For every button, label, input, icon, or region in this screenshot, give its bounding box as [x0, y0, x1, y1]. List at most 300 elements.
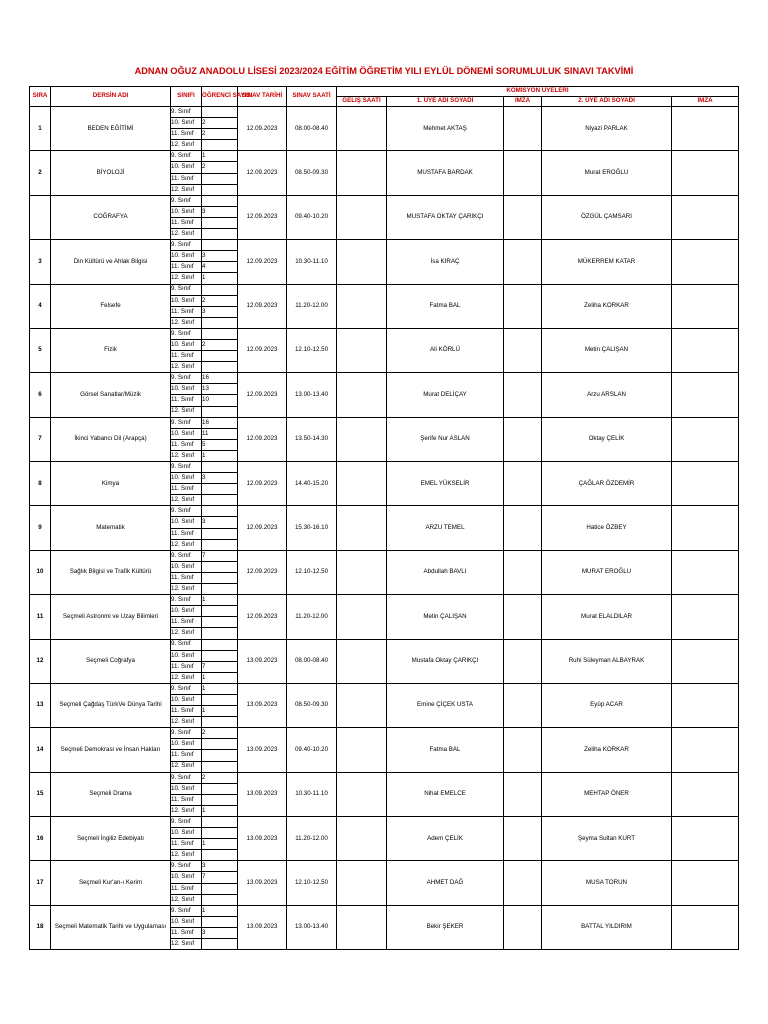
uye1-name-cell: MUSTAFA BARDAK — [387, 151, 504, 195]
imza1-cell — [504, 373, 542, 417]
sinav-tarihi-cell: 12.09.2023 — [238, 240, 287, 284]
ogrenci-sayisi-cell: 3 — [202, 473, 238, 484]
sinif-cell: 10. Sınıf — [171, 251, 202, 262]
table-row — [30, 728, 739, 739]
sinav-saati-cell: 15.30-16.10 — [287, 506, 337, 550]
sinif-cell: 12. Sınıf — [171, 184, 202, 195]
header-sinav-saati: SINAV SAATİ — [287, 87, 337, 107]
sinav-tarihi-cell: 13.09.2023 — [238, 639, 287, 683]
sinav-saati-cell: 12.10-12.50 — [287, 328, 337, 372]
sinif-cell: 12. Sınıf — [171, 584, 202, 595]
gelis-saati-cell — [337, 151, 387, 195]
imza1-cell — [504, 107, 542, 151]
imza2-cell — [672, 506, 739, 550]
uye2-name-cell: ÖZGÜL ÇAMSARI — [542, 195, 672, 239]
sinif-cell: 11. Sınıf — [171, 794, 202, 805]
sinav-tarihi-cell: 12.09.2023 — [238, 284, 287, 328]
sinif-cell: 11. Sınıf — [171, 706, 202, 717]
sinif-cell: 10. Sınıf — [171, 339, 202, 350]
uye1-name-cell: İsa KIRAÇ — [387, 240, 504, 284]
ders-adi-cell: Felsefe — [51, 284, 171, 328]
ogrenci-sayisi-cell: 4 — [202, 262, 238, 273]
gelis-saati-cell — [337, 195, 387, 239]
gelis-saati-cell — [337, 550, 387, 594]
sinif-cell: 9. Sınıf — [171, 195, 202, 206]
ogrenci-sayisi-cell — [202, 761, 238, 772]
imza2-cell — [672, 151, 739, 195]
gelis-saati-cell — [337, 728, 387, 772]
sinav-tarihi-cell: 12.09.2023 — [238, 506, 287, 550]
ogrenci-sayisi-cell — [202, 817, 238, 828]
ogrenci-sayisi-cell: 3 — [202, 206, 238, 217]
ders-adi-cell: Din Kültürü ve Ahlak Bilgisi — [51, 240, 171, 284]
ders-adi-cell: Seçmeli Kur'an-ı Kerim — [51, 861, 171, 905]
ogrenci-sayisi-cell — [202, 572, 238, 583]
uye1-name-cell: ARZU TEMEL — [387, 506, 504, 550]
sinif-cell: 11. Sınıf — [171, 129, 202, 140]
sinif-cell: 12. Sınıf — [171, 717, 202, 728]
ogrenci-sayisi-cell — [202, 351, 238, 362]
sinif-cell: 12. Sınıf — [171, 140, 202, 151]
ders-adi-cell: Görsel Sanatlar/Müzik — [51, 373, 171, 417]
gelis-saati-cell — [337, 639, 387, 683]
uye2-name-cell: Arzu ARSLAN — [542, 373, 672, 417]
ogrenci-sayisi-cell — [202, 828, 238, 839]
sinif-cell: 9. Sınıf — [171, 240, 202, 251]
sinif-cell: 10. Sınıf — [171, 916, 202, 927]
uye1-name-cell: AHMET DAĞ — [387, 861, 504, 905]
gelis-saati-cell — [337, 284, 387, 328]
sinav-saati-cell: 14.40-15.20 — [287, 462, 337, 506]
page-title: ADNAN OĞUZ ANADOLU LİSESİ 2023/2024 EĞİTİM ÖĞRETİM YILI EYLÜL DÖNEMİ SORUMLULUK SINAVI TAKVİMİ — [134, 66, 634, 76]
ogrenci-sayisi-cell: 1 — [202, 706, 238, 717]
uye2-name-cell: ÇAĞLAR ÖZDEMİR — [542, 462, 672, 506]
imza2-cell — [672, 639, 739, 683]
table-row — [30, 151, 739, 162]
sinif-cell: 10. Sınıf — [171, 384, 202, 395]
imza1-cell — [504, 595, 542, 639]
sinif-cell: 10. Sınıf — [171, 650, 202, 661]
imza2-cell — [672, 417, 739, 461]
table-row — [30, 284, 739, 295]
sira-cell: 5 — [30, 328, 51, 372]
sinav-saati-cell: 11.20-12.00 — [287, 284, 337, 328]
table-row — [30, 639, 739, 650]
sinav-saati-cell: 08.50-09.30 — [287, 151, 337, 195]
uye1-name-cell: Emine ÇİÇEK USTA — [387, 683, 504, 727]
ders-adi-cell: Seçmeli Coğrafya — [51, 639, 171, 683]
uye2-name-cell: Metin ÇALIŞAN — [542, 328, 672, 372]
ogrenci-sayisi-cell — [202, 628, 238, 639]
sinif-cell: 9. Sınıf — [171, 861, 202, 872]
gelis-saati-cell — [337, 240, 387, 284]
ogrenci-sayisi-cell — [202, 794, 238, 805]
header-imza1: İMZA — [504, 97, 542, 107]
sinav-tarihi-cell: 12.09.2023 — [238, 328, 287, 372]
imza1-cell — [504, 417, 542, 461]
sinif-cell: 12. Sınıf — [171, 761, 202, 772]
sinav-tarihi-cell: 13.09.2023 — [238, 861, 287, 905]
ogrenci-sayisi-cell — [202, 717, 238, 728]
ogrenci-sayisi-cell: 1 — [202, 450, 238, 461]
sinif-cell: 12. Sınıf — [171, 317, 202, 328]
sinif-cell: 11. Sınıf — [171, 395, 202, 406]
sinav-tarihi-cell: 12.09.2023 — [238, 107, 287, 151]
sinif-cell: 10. Sınıf — [171, 162, 202, 173]
sinav-saati-cell: 08.00-08.40 — [287, 107, 337, 151]
table-row — [30, 595, 739, 606]
sinif-cell: 10. Sınıf — [171, 428, 202, 439]
ogrenci-sayisi-cell — [202, 750, 238, 761]
ogrenci-sayisi-cell: 2 — [202, 772, 238, 783]
uye1-name-cell: Nihat EMELCE — [387, 772, 504, 816]
sinif-cell: 11. Sınıf — [171, 528, 202, 539]
sinif-cell: 11. Sınıf — [171, 217, 202, 228]
imza2-cell — [672, 905, 739, 949]
ogrenci-sayisi-cell — [202, 783, 238, 794]
sinav-saati-cell: 12.10-12.50 — [287, 861, 337, 905]
sinif-cell: 11. Sınıf — [171, 484, 202, 495]
sinif-cell: 12. Sınıf — [171, 939, 202, 950]
sira-cell — [30, 195, 51, 239]
uye1-name-cell: Abdullah BAVLI — [387, 550, 504, 594]
ogrenci-sayisi-cell: 3 — [202, 251, 238, 262]
ogrenci-sayisi-cell: 1 — [202, 273, 238, 284]
gelis-saati-cell — [337, 328, 387, 372]
ogrenci-sayisi-cell — [202, 650, 238, 661]
ders-adi-cell: Seçmeli Çağdaş TürkVe Dünya Tarihi — [51, 683, 171, 727]
table-row — [30, 683, 739, 694]
header-ogrenci-sayisi: ÖĞRENCİ SAYISI — [202, 87, 238, 107]
uye1-name-cell: Fatma BAL — [387, 284, 504, 328]
table-row — [30, 550, 739, 561]
imza2-cell — [672, 462, 739, 506]
sinif-cell: 10. Sınıf — [171, 783, 202, 794]
imza1-cell — [504, 683, 542, 727]
ogrenci-sayisi-cell — [202, 617, 238, 628]
sinif-cell: 12. Sınıf — [171, 894, 202, 905]
uye2-name-cell: Zeliha KORKAR — [542, 284, 672, 328]
sira-cell: 11 — [30, 595, 51, 639]
ogrenci-sayisi-cell — [202, 284, 238, 295]
uye2-name-cell: Şeyma Sultan KURT — [542, 817, 672, 861]
ogrenci-sayisi-cell: 2 — [202, 339, 238, 350]
ogrenci-sayisi-cell: 3 — [202, 306, 238, 317]
sira-cell: 1 — [30, 107, 51, 151]
uye2-name-cell: Zeliha KORKAR — [542, 728, 672, 772]
table-row — [30, 373, 739, 384]
imza1-cell — [504, 817, 542, 861]
ogrenci-sayisi-cell — [202, 894, 238, 905]
sinav-saati-cell: 12.10-12.50 — [287, 550, 337, 594]
ogrenci-sayisi-cell: 1 — [202, 839, 238, 850]
table-row — [30, 772, 739, 783]
ogrenci-sayisi-cell — [202, 739, 238, 750]
sinif-cell: 10. Sınıf — [171, 694, 202, 705]
sinif-cell: 12. Sınıf — [171, 628, 202, 639]
imza2-cell — [672, 817, 739, 861]
sinif-cell: 12. Sınıf — [171, 229, 202, 240]
gelis-saati-cell — [337, 817, 387, 861]
imza2-cell — [672, 240, 739, 284]
ogrenci-sayisi-cell — [202, 173, 238, 184]
table-row — [30, 861, 739, 872]
imza2-cell — [672, 373, 739, 417]
uye1-name-cell: Bekir ŞEKER — [387, 905, 504, 949]
table-row — [30, 107, 739, 118]
sinif-cell: 9. Sınıf — [171, 817, 202, 828]
table-row — [30, 417, 739, 428]
ogrenci-sayisi-cell — [202, 328, 238, 339]
uye1-name-cell: MUSTAFA OKTAY ÇARIKÇI — [387, 195, 504, 239]
sinif-cell: 11. Sınıf — [171, 750, 202, 761]
ogrenci-sayisi-cell — [202, 195, 238, 206]
uye2-name-cell: Eyüp ACAR — [542, 683, 672, 727]
sira-cell: 6 — [30, 373, 51, 417]
uye1-name-cell: Murat DELİÇAY — [387, 373, 504, 417]
uye1-name-cell: Fatma BAL — [387, 728, 504, 772]
table-header — [30, 87, 739, 107]
header-imza2: İMZA — [672, 97, 739, 107]
ders-adi-cell: Matematik — [51, 506, 171, 550]
imza1-cell — [504, 284, 542, 328]
sinif-cell: 9. Sınıf — [171, 595, 202, 606]
sira-cell: 4 — [30, 284, 51, 328]
sinif-cell: 9. Sınıf — [171, 417, 202, 428]
uye2-name-cell: MUSA TORUN — [542, 861, 672, 905]
sira-cell: 10 — [30, 550, 51, 594]
imza2-cell — [672, 328, 739, 372]
ogrenci-sayisi-cell: 1 — [202, 905, 238, 916]
ogrenci-sayisi-cell: 7 — [202, 872, 238, 883]
gelis-saati-cell — [337, 417, 387, 461]
imza2-cell — [672, 284, 739, 328]
ogrenci-sayisi-cell: 3 — [202, 517, 238, 528]
imza2-cell — [672, 861, 739, 905]
ders-adi-cell: COĞRAFYA — [51, 195, 171, 239]
sira-cell: 18 — [30, 905, 51, 949]
ogrenci-sayisi-cell — [202, 240, 238, 251]
ogrenci-sayisi-cell: 1 — [202, 151, 238, 162]
sinif-cell: 12. Sınıf — [171, 539, 202, 550]
imza2-cell — [672, 728, 739, 772]
ogrenci-sayisi-cell: 7 — [202, 661, 238, 672]
imza2-cell — [672, 195, 739, 239]
ogrenci-sayisi-cell: 1 — [202, 805, 238, 816]
uye2-name-cell: MURAT EROĞLU — [542, 550, 672, 594]
ogrenci-sayisi-cell — [202, 495, 238, 506]
header-sira: SIRA — [30, 87, 51, 107]
ogrenci-sayisi-cell: 16 — [202, 373, 238, 384]
sira-cell: 9 — [30, 506, 51, 550]
sinav-tarihi-cell: 13.09.2023 — [238, 772, 287, 816]
sinif-cell: 12. Sınıf — [171, 495, 202, 506]
header-sinifi: SINIFI — [171, 87, 202, 107]
sinif-cell: 12. Sınıf — [171, 850, 202, 861]
sinav-tarihi-cell: 13.09.2023 — [238, 728, 287, 772]
table-row — [30, 462, 739, 473]
header-uye1: 1. ÜYE ADI SOYADI — [387, 97, 504, 107]
imza1-cell — [504, 550, 542, 594]
sinav-saati-cell: 13.50-14.30 — [287, 417, 337, 461]
sinif-cell: 11. Sınıf — [171, 572, 202, 583]
sinav-saati-cell: 08.00-08.40 — [287, 639, 337, 683]
sinav-tarihi-cell: 13.09.2023 — [238, 683, 287, 727]
imza2-cell — [672, 595, 739, 639]
imza1-cell — [504, 506, 542, 550]
ogrenci-sayisi-cell: 10 — [202, 395, 238, 406]
sinif-cell: 10. Sınıf — [171, 118, 202, 129]
ogrenci-sayisi-cell — [202, 107, 238, 118]
imza1-cell — [504, 772, 542, 816]
sinav-tarihi-cell: 13.09.2023 — [238, 905, 287, 949]
ogrenci-sayisi-cell — [202, 584, 238, 595]
ogrenci-sayisi-cell: 13 — [202, 384, 238, 395]
sinif-cell: 11. Sınıf — [171, 927, 202, 938]
table-row — [30, 506, 739, 517]
imza2-cell — [672, 772, 739, 816]
sinif-cell: 11. Sınıf — [171, 262, 202, 273]
ogrenci-sayisi-cell: 3 — [202, 861, 238, 872]
sinav-saati-cell: 10.30-11.10 — [287, 772, 337, 816]
sinif-cell: 12. Sınıf — [171, 362, 202, 373]
imza1-cell — [504, 328, 542, 372]
uye1-name-cell: Ali KÖRLÜ — [387, 328, 504, 372]
sinif-cell: 11. Sınıf — [171, 439, 202, 450]
sinif-cell: 12. Sınıf — [171, 805, 202, 816]
uye2-name-cell: Murat ELALDILAR — [542, 595, 672, 639]
sira-cell: 17 — [30, 861, 51, 905]
imza2-cell — [672, 550, 739, 594]
sinav-tarihi-cell: 12.09.2023 — [238, 417, 287, 461]
ogrenci-sayisi-cell — [202, 362, 238, 373]
sinav-tarihi-cell: 12.09.2023 — [238, 462, 287, 506]
sinif-cell: 9. Sınıf — [171, 728, 202, 739]
sinif-cell: 9. Sınıf — [171, 639, 202, 650]
sinif-cell: 10. Sınıf — [171, 828, 202, 839]
sinif-cell: 10. Sınıf — [171, 872, 202, 883]
table-body — [30, 107, 739, 950]
ogrenci-sayisi-cell — [202, 694, 238, 705]
sinif-cell: 11. Sınıf — [171, 839, 202, 850]
ogrenci-sayisi-cell — [202, 462, 238, 473]
ogrenci-sayisi-cell: 2 — [202, 118, 238, 129]
table-row — [30, 240, 739, 251]
uye2-name-cell: Niyazi PARLAK — [542, 107, 672, 151]
sira-cell: 14 — [30, 728, 51, 772]
uye1-name-cell: Mustafa Oktay ÇARIKÇI — [387, 639, 504, 683]
ders-adi-cell: Sağlık Bilgisi ve Trafik Kültürü — [51, 550, 171, 594]
sinif-cell: 10. Sınıf — [171, 606, 202, 617]
uye2-name-cell: Oktay ÇELİK — [542, 417, 672, 461]
ogrenci-sayisi-cell: 2 — [202, 129, 238, 140]
uye2-name-cell: Hatice ÖZBEY — [542, 506, 672, 550]
imza1-cell — [504, 728, 542, 772]
sinif-cell: 9. Sınıf — [171, 683, 202, 694]
uye1-name-cell: Metin ÇALIŞAN — [387, 595, 504, 639]
sinav-tarihi-cell: 13.09.2023 — [238, 817, 287, 861]
sinif-cell: 9. Sınıf — [171, 462, 202, 473]
imza1-cell — [504, 195, 542, 239]
ogrenci-sayisi-cell — [202, 140, 238, 151]
uye1-name-cell: Mehmet AKTAŞ — [387, 107, 504, 151]
sira-cell: 3 — [30, 240, 51, 284]
sinav-tarihi-cell: 12.09.2023 — [238, 195, 287, 239]
sinif-cell: 9. Sınıf — [171, 328, 202, 339]
sinav-saati-cell: 13.00-13.40 — [287, 905, 337, 949]
sinif-cell: 10. Sınıf — [171, 739, 202, 750]
gelis-saati-cell — [337, 107, 387, 151]
sinav-saati-cell: 08.50-09.30 — [287, 683, 337, 727]
sinif-cell: 12. Sınıf — [171, 672, 202, 683]
imza2-cell — [672, 683, 739, 727]
ogrenci-sayisi-cell: 2 — [202, 728, 238, 739]
table-row — [30, 328, 739, 339]
ogrenci-sayisi-cell — [202, 217, 238, 228]
sinav-tarihi-cell: 12.09.2023 — [238, 373, 287, 417]
imza1-cell — [504, 639, 542, 683]
sinav-saati-cell: 13.00-13.40 — [287, 373, 337, 417]
ders-adi-cell: Kimya — [51, 462, 171, 506]
ogrenci-sayisi-cell: 3 — [202, 927, 238, 938]
ders-adi-cell: Seçmeli İngiliz Edebiyatı — [51, 817, 171, 861]
sinif-cell: 11. Sınıf — [171, 883, 202, 894]
gelis-saati-cell — [337, 683, 387, 727]
gelis-saati-cell — [337, 373, 387, 417]
uye1-name-cell: Adem ÇELİK — [387, 817, 504, 861]
sinav-tarihi-cell: 12.09.2023 — [238, 151, 287, 195]
header-ders-adi: DERSİN ADI — [51, 87, 171, 107]
sinif-cell: 9. Sınıf — [171, 772, 202, 783]
sinif-cell: 9. Sınıf — [171, 107, 202, 118]
ogrenci-sayisi-cell — [202, 639, 238, 650]
sinif-cell: 10. Sınıf — [171, 473, 202, 484]
imza1-cell — [504, 151, 542, 195]
header-gelis-saati: GELİŞ SAATİ — [337, 97, 387, 107]
sinav-tarihi-cell: 12.09.2023 — [238, 550, 287, 594]
sira-cell: 16 — [30, 817, 51, 861]
sinif-cell: 11. Sınıf — [171, 617, 202, 628]
ogrenci-sayisi-cell — [202, 528, 238, 539]
ogrenci-sayisi-cell — [202, 484, 238, 495]
ders-adi-cell: BİYOLOJİ — [51, 151, 171, 195]
ogrenci-sayisi-cell — [202, 229, 238, 240]
imza1-cell — [504, 905, 542, 949]
sinif-cell: 12. Sınıf — [171, 273, 202, 284]
ogrenci-sayisi-cell: 1 — [202, 683, 238, 694]
ders-adi-cell: İkinci Yabancı Dil (Arapça) — [51, 417, 171, 461]
gelis-saati-cell — [337, 772, 387, 816]
sinif-cell: 11. Sınıf — [171, 173, 202, 184]
table-row — [30, 905, 739, 916]
gelis-saati-cell — [337, 595, 387, 639]
ogrenci-sayisi-cell — [202, 606, 238, 617]
gelis-saati-cell — [337, 506, 387, 550]
sinav-saati-cell: 09.40-10.20 — [287, 195, 337, 239]
uye2-name-cell: MEHTAP ÖNER — [542, 772, 672, 816]
sinav-saati-cell: 09.40-10.20 — [287, 728, 337, 772]
ders-adi-cell: Seçmeli Demokrasi ve İnsan Hakları — [51, 728, 171, 772]
uye2-name-cell: Murat EROĞLU — [542, 151, 672, 195]
ogrenci-sayisi-cell — [202, 539, 238, 550]
header-komisyon-uyeleri: KOMİSYON ÜYELERİ — [337, 87, 739, 97]
ogrenci-sayisi-cell: 11 — [202, 428, 238, 439]
ogrenci-sayisi-cell — [202, 406, 238, 417]
sinif-cell: 10. Sınıf — [171, 517, 202, 528]
table-row — [30, 195, 739, 206]
ogrenci-sayisi-cell: 1 — [202, 672, 238, 683]
uye2-name-cell: BATTAL YILDIRIM — [542, 905, 672, 949]
